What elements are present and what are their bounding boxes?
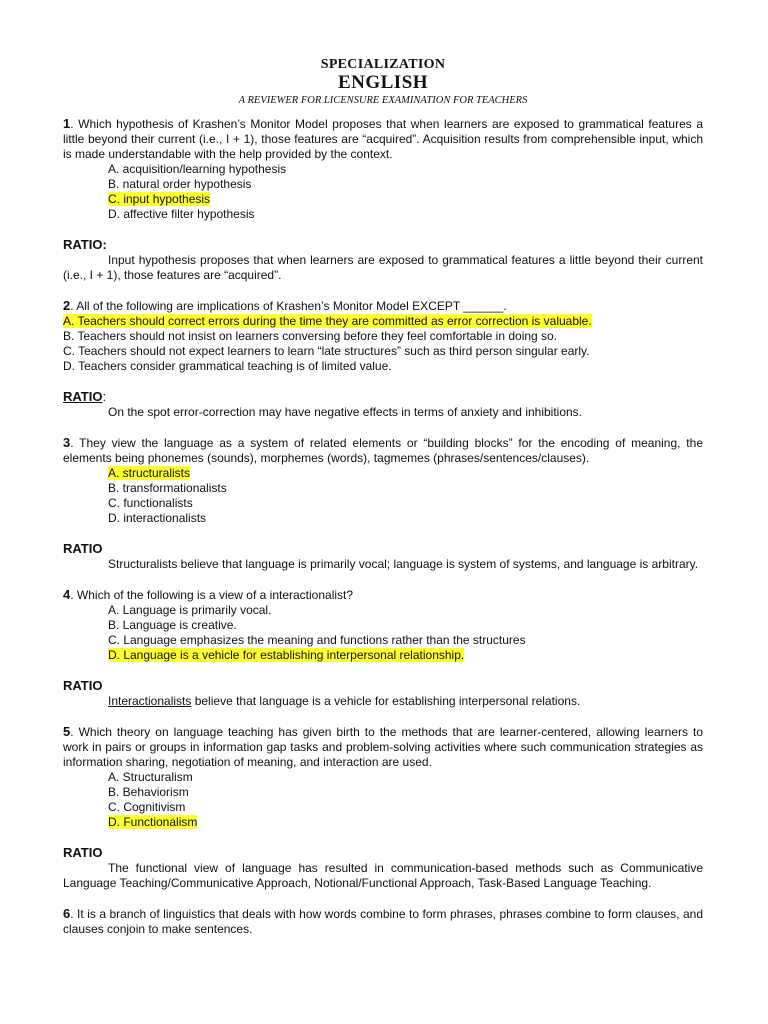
- question-5: [63, 724, 703, 770]
- option-b: B. natural order hypothesis: [108, 177, 252, 191]
- ratio-label-2: RATIO:: [63, 389, 107, 404]
- question-text: . They view the language as a system of related elements or “building blocks” for the encoding of meaning, the elements being phonemes (sounds), morphemes (words), tagmemes (phrases/sentences/clauses).: [63, 436, 703, 465]
- option-a: A. acquisition/learning hypothesis: [108, 162, 287, 176]
- question-number: 2: [63, 298, 71, 313]
- options-5: [63, 770, 703, 830]
- option-d: D. interactionalists: [108, 511, 207, 525]
- question-3: [63, 435, 703, 466]
- question-6: [63, 906, 703, 937]
- question-number: 4: [63, 587, 71, 602]
- question-text: . All of the following are implications of Krashen’s Monitor Model EXCEPT ______.: [70, 299, 507, 313]
- option-b: B. Behaviorism: [108, 785, 189, 799]
- ratio-text-1: Input hypothesis proposes that when learners are exposed to grammatical features a little beyond their current (i.e., I + 1), those features are “acquired”.: [63, 253, 703, 282]
- ratio-label-5: RATIO: [63, 845, 103, 860]
- header-title: ENGLISH: [337, 72, 429, 93]
- document-page: [63, 0, 703, 937]
- ratio-label-4: RATIO: [63, 678, 103, 693]
- question-number: 6: [63, 906, 71, 921]
- header-tagline: A REVIEWER FOR LICENSURE EXAMINATION FOR TEACHERS: [238, 95, 528, 106]
- header-specialization: SPECIALIZATION: [320, 57, 446, 72]
- option-c: C. Teachers should not expect learners to learn “late structures” such as third person singular early.: [63, 344, 590, 358]
- question-number: 5: [63, 724, 71, 739]
- question-number: 3: [63, 435, 71, 450]
- option-d: D. affective filter hypothesis: [108, 207, 255, 221]
- option-d-highlighted-answer: D. Functionalism: [108, 815, 198, 829]
- question-text: . Which hypothesis of Krashen’s Monitor Model proposes that when learners are exposed to grammatical features a little beyond their current (i.e., I + 1), those features are “acquired”. Acquisition results from comprehensible input, which is made understandable with the help provided by the context.: [63, 117, 703, 161]
- options-3: [63, 466, 703, 526]
- ratio-text-4: Interactionalists believe that language is a vehicle for establishing interpersonal relations.: [108, 694, 581, 708]
- question-text: . Which of the following is a view of a interactionalist?: [70, 588, 354, 602]
- option-c: C. functionalists: [108, 496, 193, 510]
- options-2: [63, 314, 703, 374]
- ratio-text-2: On the spot error-correction may have negative effects in terms of anxiety and inhibitions.: [108, 405, 583, 419]
- ratio-term: Interactionalists: [108, 694, 192, 708]
- question-number: 1: [63, 116, 71, 131]
- options-1: [63, 162, 703, 222]
- ratio-text-5: The functional view of language has resulted in communication-based methods such as Communicative Language Teaching/Communicative Approach, Notional/Functional Approach, Task-Based Language Teaching.: [63, 861, 703, 890]
- option-d-highlighted-answer: D. Language is a vehicle for establishing interpersonal relationship.: [108, 648, 465, 662]
- options-4: [63, 603, 703, 663]
- option-a: A. Language is primarily vocal.: [108, 603, 272, 617]
- option-a: A. Structuralism: [108, 770, 193, 784]
- option-c: C. Language emphasizes the meaning and functions rather than the structures: [108, 633, 526, 647]
- question-text: . Which theory on language teaching has given birth to the methods that are learner-centered, allowing learners to work in pairs or groups in information gap tasks and problem-solving activities where such communication strategies as information sharing, negotiation of meaning, and interaction are used.: [63, 725, 703, 769]
- option-d: D. Teachers consider grammatical teaching is of limited value.: [63, 359, 392, 373]
- option-c: C. Cognitivism: [108, 800, 186, 814]
- ratio-label-1: RATIO:: [63, 237, 107, 252]
- question-4: [63, 587, 703, 603]
- question-text: . It is a branch of linguistics that deals with how words combine to form phrases, phrases combine to form clauses, and clauses conjoin to make sentences.: [63, 907, 703, 936]
- option-a-highlighted-answer: A. structuralists: [108, 466, 191, 480]
- ratio-label-3: RATIO: [63, 541, 103, 556]
- question-2: [63, 298, 703, 314]
- option-b: B. Language is creative.: [108, 618, 237, 632]
- option-b: B. Teachers should not insist on learners conversing before they feel comfortable in doing so.: [63, 329, 558, 343]
- question-1: [63, 116, 703, 162]
- option-c-highlighted-answer: C. input hypothesis: [108, 192, 211, 206]
- document-body: [63, 116, 703, 937]
- option-a-highlighted-answer: A. Teachers should correct errors during the time they are committed as error correction is valuable.: [63, 314, 592, 328]
- ratio-text-3: Structuralists believe that language is primarily vocal; language is system of systems, and language is arbitrary.: [108, 557, 699, 571]
- option-b: B. transformationalists: [108, 481, 227, 495]
